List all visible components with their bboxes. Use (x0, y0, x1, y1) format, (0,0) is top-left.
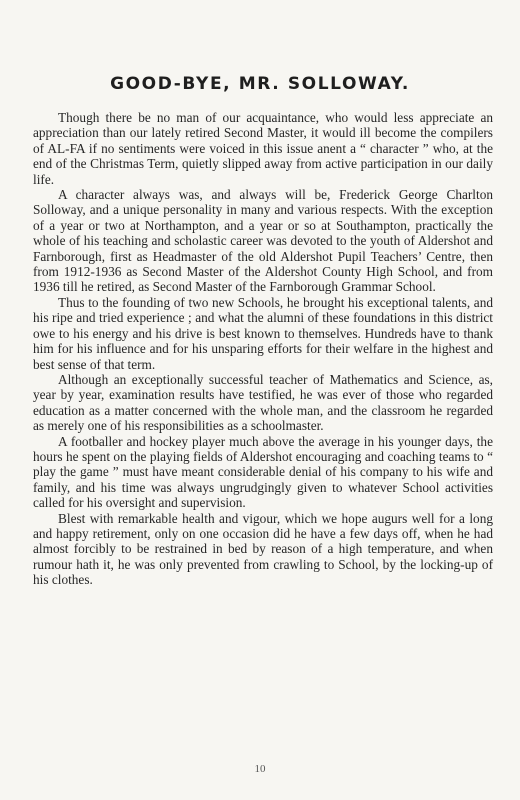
article-title: GOOD-BYE, MR. SOLLOWAY. (110, 74, 410, 94)
paragraph-5: A footballer and hockey player much above the average in his younger days, the hours he spent on the playing fields of Aldershot encouraging and coaching teams to “ play the game ” must have meant considerable denial of his company to his wife and family, and his time was always ungrudgingly given to whatever School activities called for his oversight and supervision. (33, 433, 493, 511)
paragraph-4: Although an exceptionally successful teacher of Mathematics and Science, as, year by year, examination results have testified, he was ever of those who regarded education as a matter concerned with the whole man, and the classroom he regarded as merely one of his responsibilities as a schoolmaster. (33, 371, 493, 434)
paragraph-1: Though there be no man of our acquaintance, who would less appreciate an appreciation than our lately retired Second Master, it would ill become the compilers of AL-FA if no sentiments were voiced in this issue anent a “ character ” who, at the end of the Christmas Term, quietly slipped away from active participation in our daily life. (33, 110, 493, 187)
paragraph-3: Thus to the founding of two new Schools, he brought his exceptional talents, and his ripe and tried experience ; and what the alumni of these foundations in this district owe to his energy and his drive is best known to themselves. Hundreds have to thank him for his influence and for his unsparing efforts for their welfare in the highest and best sense of that term. (33, 294, 493, 372)
paragraph-6: Blest with remarkable health and vigour, which we hope augurs well for a long and happy retirement, only on one occasion did he have a few days off, when he had almost forcibly to be restrained in bed by reason of a high temperature, and when rumour hath it, he was only prevented from crawling to School, by the locking-up of his clothes. (33, 510, 493, 588)
page-number: 10 (254, 763, 266, 775)
paragraph-2: A character always was, and always will be, Frederick George Charlton Solloway, and a unique personality in many and various respects. With the exception of a year or two at Northampton, and a year or so at Southampton, practically the whole of his teaching and scholastic career was devoted to the youth of Aldershot and Farnborough, first as Headmaster of the old Aldershot Pupil Teachers’ Centre, then from 1912-1936 as Second Master of the Aldershot County High School, and from 1936 till he retired, as Second Master of the Farnborough Grammar School. (33, 187, 493, 295)
article-body (33, 110, 493, 588)
